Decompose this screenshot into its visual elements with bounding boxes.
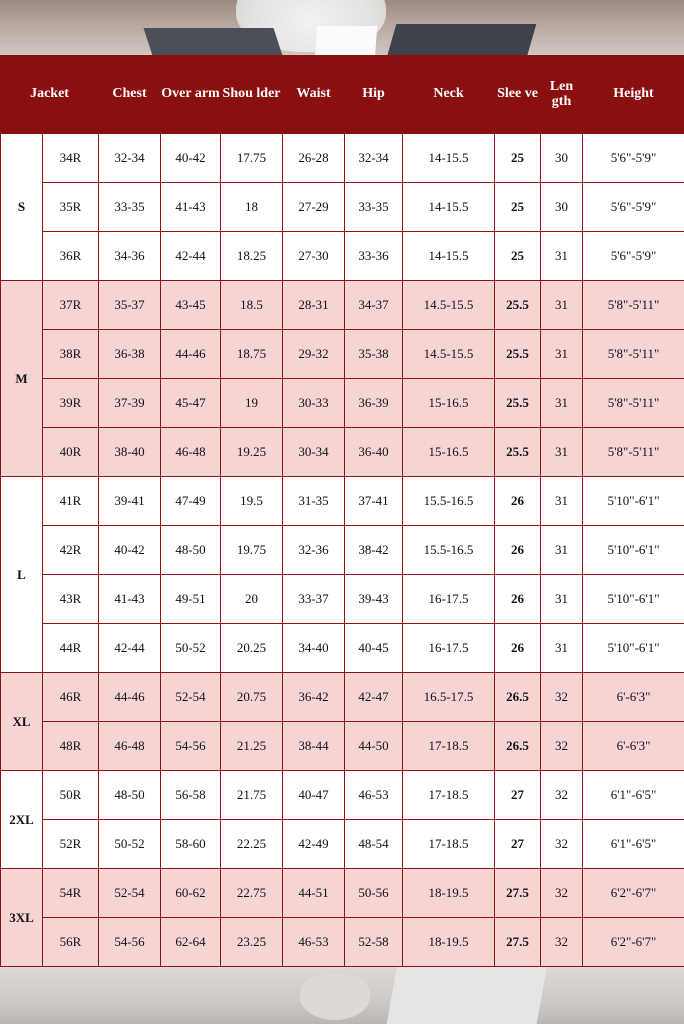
- cell-over-arm: 60-62: [161, 869, 221, 918]
- cell-over-arm: 47-49: [161, 477, 221, 526]
- cell-neck: 15-16.5: [403, 379, 495, 428]
- cell-waist: 31-35: [283, 477, 345, 526]
- cell-height: 6'-6'3": [583, 722, 684, 771]
- cell-shoulder: 18: [221, 183, 283, 232]
- cell-shoulder: 20.75: [221, 673, 283, 722]
- cell-height: 5'6"-5'9": [583, 183, 684, 232]
- cell-jacket: 43R: [43, 575, 99, 624]
- cell-neck: 15-16.5: [403, 428, 495, 477]
- cell-jacket: 48R: [43, 722, 99, 771]
- cell-hip: 52-58: [345, 918, 403, 967]
- cell-neck: 15.5-16.5: [403, 526, 495, 575]
- cell-sleeve: 25.5: [495, 330, 541, 379]
- table-row: [1, 477, 684, 526]
- cell-jacket: 46R: [43, 673, 99, 722]
- cell-height: 5'8"-5'11": [583, 428, 684, 477]
- cell-chest: 44-46: [99, 673, 161, 722]
- cell-waist: 44-51: [283, 869, 345, 918]
- column-header-hip: Hip: [345, 56, 403, 134]
- table-row: [1, 232, 684, 281]
- cell-waist: 34-40: [283, 624, 345, 673]
- cell-hip: 40-45: [345, 624, 403, 673]
- cell-hip: 36-39: [345, 379, 403, 428]
- cell-shoulder: 19: [221, 379, 283, 428]
- cell-waist: 40-47: [283, 771, 345, 820]
- cell-chest: 40-42: [99, 526, 161, 575]
- cell-jacket: 39R: [43, 379, 99, 428]
- cell-waist: 38-44: [283, 722, 345, 771]
- cell-waist: 27-30: [283, 232, 345, 281]
- cell-sleeve: 26: [495, 624, 541, 673]
- cell-neck: 16-17.5: [403, 624, 495, 673]
- cell-jacket: 35R: [43, 183, 99, 232]
- cell-shoulder: 17.75: [221, 134, 283, 183]
- cell-waist: 26-28: [283, 134, 345, 183]
- cell-length: 30: [541, 134, 583, 183]
- cell-hip: 42-47: [345, 673, 403, 722]
- cell-length: 31: [541, 330, 583, 379]
- table-row: [1, 575, 684, 624]
- cell-length: 32: [541, 771, 583, 820]
- cell-height: 6'-6'3": [583, 673, 684, 722]
- cell-height: 5'10"-6'1": [583, 575, 684, 624]
- cell-length: 31: [541, 624, 583, 673]
- table-row: [1, 673, 684, 722]
- column-header-height: Height: [583, 56, 684, 134]
- cell-hip: 36-40: [345, 428, 403, 477]
- size-chart-table: [0, 55, 684, 967]
- cell-neck: 17-18.5: [403, 771, 495, 820]
- cell-neck: 16-17.5: [403, 575, 495, 624]
- cell-sleeve: 25.5: [495, 379, 541, 428]
- cell-hip: 44-50: [345, 722, 403, 771]
- table-header: [1, 56, 684, 134]
- cell-over-arm: 44-46: [161, 330, 221, 379]
- cell-length: 31: [541, 428, 583, 477]
- cell-over-arm: 43-45: [161, 281, 221, 330]
- table-row: [1, 918, 684, 967]
- background-photo-top: [0, 0, 684, 55]
- column-header-length: Len gth: [541, 56, 583, 134]
- cell-over-arm: 58-60: [161, 820, 221, 869]
- cell-neck: 16.5-17.5: [403, 673, 495, 722]
- cell-jacket: 36R: [43, 232, 99, 281]
- cell-height: 5'6"-5'9": [583, 134, 684, 183]
- cell-waist: 46-53: [283, 918, 345, 967]
- cell-over-arm: 54-56: [161, 722, 221, 771]
- table-row: [1, 428, 684, 477]
- size-group-label: 3XL: [1, 869, 43, 967]
- cell-neck: 14-15.5: [403, 232, 495, 281]
- cell-waist: 33-37: [283, 575, 345, 624]
- cell-shoulder: 19.75: [221, 526, 283, 575]
- cell-length: 31: [541, 281, 583, 330]
- cell-neck: 15.5-16.5: [403, 477, 495, 526]
- cell-sleeve: 27: [495, 771, 541, 820]
- cell-jacket: 44R: [43, 624, 99, 673]
- cell-neck: 17-18.5: [403, 820, 495, 869]
- cell-shoulder: 22.25: [221, 820, 283, 869]
- cell-hip: 33-36: [345, 232, 403, 281]
- cell-hip: 37-41: [345, 477, 403, 526]
- table-row: [1, 869, 684, 918]
- cell-sleeve: 25.5: [495, 281, 541, 330]
- column-header-shoulder: Shou lder: [221, 56, 283, 134]
- cell-hip: 50-56: [345, 869, 403, 918]
- cell-height: 5'10"-6'1": [583, 526, 684, 575]
- table-row: [1, 183, 684, 232]
- size-group-label: L: [1, 477, 43, 673]
- cell-shoulder: 22.75: [221, 869, 283, 918]
- cell-shoulder: 19.25: [221, 428, 283, 477]
- cell-sleeve: 25: [495, 134, 541, 183]
- cell-length: 31: [541, 379, 583, 428]
- cell-chest: 32-34: [99, 134, 161, 183]
- cell-jacket: 34R: [43, 134, 99, 183]
- cell-height: 5'8"-5'11": [583, 330, 684, 379]
- cell-length: 31: [541, 232, 583, 281]
- cell-over-arm: 41-43: [161, 183, 221, 232]
- cell-sleeve: 26: [495, 575, 541, 624]
- column-header-chest: Chest: [99, 56, 161, 134]
- cell-hip: 38-42: [345, 526, 403, 575]
- cell-length: 32: [541, 820, 583, 869]
- cell-shoulder: 18.25: [221, 232, 283, 281]
- cell-height: 5'8"-5'11": [583, 379, 684, 428]
- cell-chest: 52-54: [99, 869, 161, 918]
- column-header-neck: Neck: [403, 56, 495, 134]
- cell-shoulder: 23.25: [221, 918, 283, 967]
- cell-chest: 48-50: [99, 771, 161, 820]
- cell-sleeve: 26.5: [495, 722, 541, 771]
- cell-length: 31: [541, 477, 583, 526]
- cell-jacket: 50R: [43, 771, 99, 820]
- cell-neck: 14-15.5: [403, 134, 495, 183]
- cell-waist: 27-29: [283, 183, 345, 232]
- cell-chest: 35-37: [99, 281, 161, 330]
- column-header-jacket: Jacket: [1, 56, 99, 134]
- cell-length: 31: [541, 526, 583, 575]
- cell-chest: 46-48: [99, 722, 161, 771]
- cell-chest: 34-36: [99, 232, 161, 281]
- cell-over-arm: 40-42: [161, 134, 221, 183]
- cell-over-arm: 50-52: [161, 624, 221, 673]
- cell-sleeve: 27.5: [495, 918, 541, 967]
- cell-chest: 37-39: [99, 379, 161, 428]
- table-row: [1, 281, 684, 330]
- size-group-label: 2XL: [1, 771, 43, 869]
- cell-waist: 42-49: [283, 820, 345, 869]
- cell-sleeve: 25: [495, 232, 541, 281]
- cell-over-arm: 48-50: [161, 526, 221, 575]
- size-group-label: M: [1, 281, 43, 477]
- cell-sleeve: 25.5: [495, 428, 541, 477]
- cell-neck: 14-15.5: [403, 183, 495, 232]
- model-sleeve: [387, 964, 548, 1024]
- cell-chest: 42-44: [99, 624, 161, 673]
- cell-waist: 32-36: [283, 526, 345, 575]
- background-photo-bottom: [0, 964, 684, 1024]
- cell-waist: 30-33: [283, 379, 345, 428]
- cell-shoulder: 20: [221, 575, 283, 624]
- cell-length: 32: [541, 722, 583, 771]
- cell-height: 6'1"-6'5": [583, 771, 684, 820]
- cell-neck: 14.5-15.5: [403, 330, 495, 379]
- cell-length: 32: [541, 918, 583, 967]
- cell-length: 32: [541, 869, 583, 918]
- cell-chest: 36-38: [99, 330, 161, 379]
- cell-height: 6'2"-6'7": [583, 918, 684, 967]
- cell-height: 6'2"-6'7": [583, 869, 684, 918]
- cell-sleeve: 25: [495, 183, 541, 232]
- column-header-sleeve: Slee ve: [495, 56, 541, 134]
- cell-length: 30: [541, 183, 583, 232]
- cell-sleeve: 27.5: [495, 869, 541, 918]
- size-group-label: XL: [1, 673, 43, 771]
- cell-jacket: 42R: [43, 526, 99, 575]
- cell-hip: 32-34: [345, 134, 403, 183]
- cell-hip: 34-37: [345, 281, 403, 330]
- cell-jacket: 38R: [43, 330, 99, 379]
- cell-chest: 50-52: [99, 820, 161, 869]
- cell-neck: 14.5-15.5: [403, 281, 495, 330]
- table-row: [1, 379, 684, 428]
- cell-length: 32: [541, 673, 583, 722]
- cell-chest: 33-35: [99, 183, 161, 232]
- table-row: [1, 820, 684, 869]
- cell-neck: 18-19.5: [403, 869, 495, 918]
- cell-chest: 38-40: [99, 428, 161, 477]
- cell-over-arm: 49-51: [161, 575, 221, 624]
- cell-neck: 18-19.5: [403, 918, 495, 967]
- cell-jacket: 40R: [43, 428, 99, 477]
- table-row: [1, 134, 684, 183]
- cell-sleeve: 26: [495, 477, 541, 526]
- cell-chest: 41-43: [99, 575, 161, 624]
- cell-over-arm: 46-48: [161, 428, 221, 477]
- cell-shoulder: 21.25: [221, 722, 283, 771]
- cell-shoulder: 19.5: [221, 477, 283, 526]
- cell-height: 6'1"-6'5": [583, 820, 684, 869]
- cell-sleeve: 27: [495, 820, 541, 869]
- table-row: [1, 526, 684, 575]
- cell-waist: 30-34: [283, 428, 345, 477]
- cell-jacket: 56R: [43, 918, 99, 967]
- cell-length: 31: [541, 575, 583, 624]
- cell-shoulder: 18.5: [221, 281, 283, 330]
- cell-hip: 46-53: [345, 771, 403, 820]
- cell-waist: 28-31: [283, 281, 345, 330]
- cell-jacket: 41R: [43, 477, 99, 526]
- cell-over-arm: 62-64: [161, 918, 221, 967]
- cell-waist: 29-32: [283, 330, 345, 379]
- cell-shoulder: 18.75: [221, 330, 283, 379]
- cell-jacket: 54R: [43, 869, 99, 918]
- column-header-over-arm: Over arm: [161, 56, 221, 134]
- column-header-waist: Waist: [283, 56, 345, 134]
- cell-height: 5'10"-6'1": [583, 477, 684, 526]
- cell-over-arm: 42-44: [161, 232, 221, 281]
- cell-hip: 48-54: [345, 820, 403, 869]
- size-group-label: S: [1, 134, 43, 281]
- cell-over-arm: 52-54: [161, 673, 221, 722]
- cell-over-arm: 45-47: [161, 379, 221, 428]
- table-row: [1, 330, 684, 379]
- cell-hip: 35-38: [345, 330, 403, 379]
- cell-height: 5'6"-5'9": [583, 232, 684, 281]
- header-row: [1, 56, 684, 134]
- cell-jacket: 37R: [43, 281, 99, 330]
- cell-waist: 36-42: [283, 673, 345, 722]
- cell-height: 5'8"-5'11": [583, 281, 684, 330]
- table-row: [1, 722, 684, 771]
- cell-chest: 54-56: [99, 918, 161, 967]
- cell-hip: 33-35: [345, 183, 403, 232]
- cell-neck: 17-18.5: [403, 722, 495, 771]
- table-body: [1, 134, 684, 967]
- cell-sleeve: 26: [495, 526, 541, 575]
- cell-height: 5'10"-6'1": [583, 624, 684, 673]
- table-row: [1, 624, 684, 673]
- cell-hip: 39-43: [345, 575, 403, 624]
- cell-shoulder: 21.75: [221, 771, 283, 820]
- cell-over-arm: 56-58: [161, 771, 221, 820]
- model-hand: [300, 974, 370, 1020]
- cell-shoulder: 20.25: [221, 624, 283, 673]
- cell-jacket: 52R: [43, 820, 99, 869]
- cell-chest: 39-41: [99, 477, 161, 526]
- cell-sleeve: 26.5: [495, 673, 541, 722]
- table-row: [1, 771, 684, 820]
